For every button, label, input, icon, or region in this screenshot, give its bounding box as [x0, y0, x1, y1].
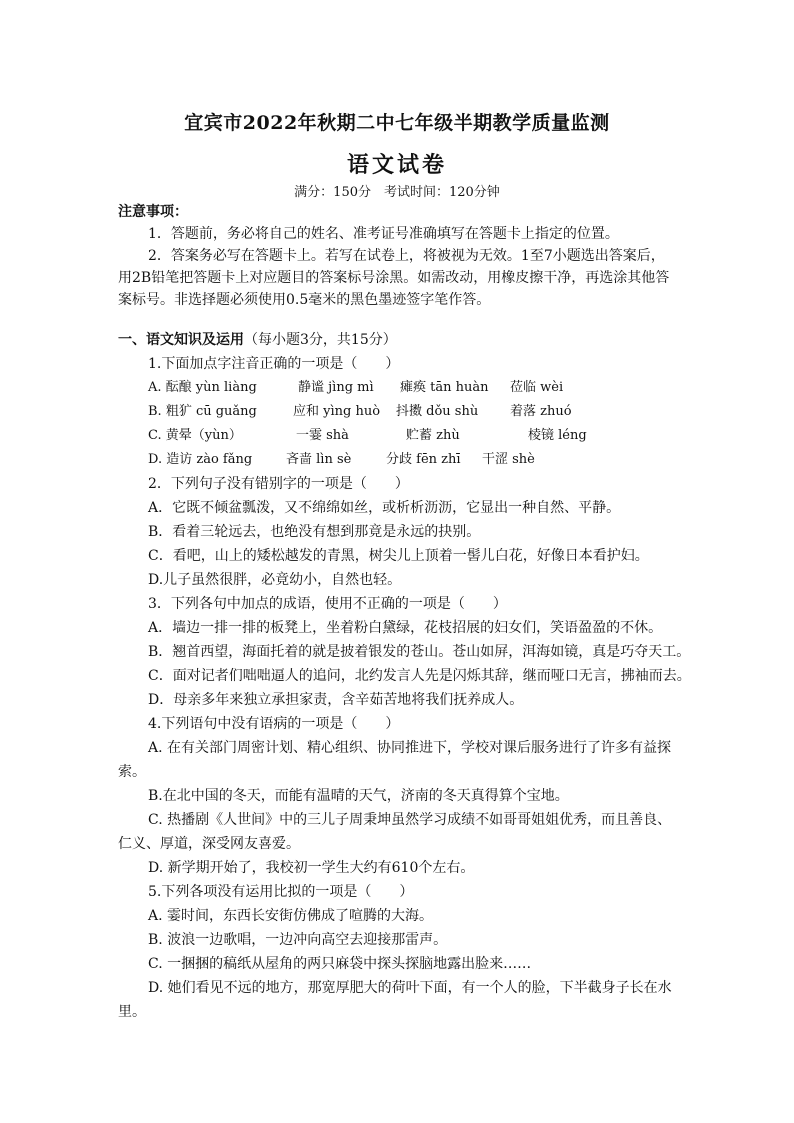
q1-c-word-3: 贮蓄 zhù	[406, 428, 460, 443]
question-3-option-a: A．墙边一排一排的板凳上，坐着粉白黛绿，花枝招展的妇女们，笑语盈盈的不休。	[148, 620, 663, 636]
question-2-option-a: A．它既不倾盆瓢泼，又不绵绵如丝，或析析沥沥，它显出一种自然、平静。	[148, 500, 621, 516]
question-3-option-d: D．母亲多年来独立承担家责，含辛茹苦地将我们抚养成人。	[148, 692, 524, 708]
note-item-1: 1．答题前，务必将自己的姓名、准考证号准确填写在答题卡上指定的位置。	[148, 226, 619, 242]
q1-c-word-2: 一霎 shà	[296, 428, 349, 443]
note-item-2-line-1: 2．答案务必写在答题卡上。若写在试卷上，将被视为无效。1至7小题选出答案后，	[148, 248, 665, 264]
note-item-2-line-3: 案标号。非选择题必须使用0.5毫米的黑色墨迹签字笔作答。	[118, 292, 491, 308]
question-4-option-c-line-1: C. 热播剧《人世间》中的三儿子周秉坤虽然学习成绩不如哥哥姐姐优秀，而且善良、	[148, 812, 672, 828]
exam-subject: 语文试卷	[346, 152, 447, 178]
question-4-option-d: D. 新学期开始了，我校初一学生大约有610个左右。	[148, 860, 475, 876]
q1-d-word-4: 干涩 shè	[482, 452, 535, 467]
question-5-option-c: C. 一捆捆的稿纸从屋角的两只麻袋中探头探脑地露出脸来……	[148, 956, 532, 972]
q1-a-word-3: 瘫痪 tān huàn	[400, 380, 489, 395]
q1-a-word-4: 莅临 wèi	[510, 380, 564, 395]
q1-d-word-2: 吝啬 lìn sè	[286, 452, 352, 467]
q1-d-word-3: 分歧 fēn zhī	[386, 452, 461, 467]
question-1-stem: 1.下面加点字注音正确的一项是（ ）	[148, 356, 400, 372]
q1-a-word-2: 静谧 jìng mì	[298, 380, 374, 395]
question-3-stem: 3．下列各句中加点的成语，使用不正确的一项是（ ）	[148, 596, 507, 612]
exam-meta: 满分：150分 考试时间：120分钟	[294, 185, 500, 200]
question-3-option-c: C．面对记者们咄咄逼人的追问，北约发言人先是闪烁其辞，继而哑口无言，拂袖而去。	[148, 668, 691, 684]
question-4-option-b: B.在北中国的冬天，而能有温晴的天气，济南的冬天真得算个宝地。	[148, 788, 569, 804]
exam-title: 宜宾市2022年秋期二中七年级半期教学质量监测	[184, 112, 610, 134]
q1-c-word-1: C. 黄晕（yùn）	[148, 428, 242, 443]
q1-b-word-1: B. 粗犷 cū guǎng	[148, 404, 257, 419]
question-5-option-d-line-2: 里。	[118, 1004, 146, 1020]
question-2-option-b: B．看着三轮远去，也绝没有想到那竟是永远的抉别。	[148, 524, 481, 540]
q1-a-word-1: A. 酝酿 yùn liàng	[148, 380, 257, 395]
question-4-stem: 4.下列语句中没有语病的一项是（ ）	[148, 716, 400, 732]
question-4-option-a-line-1: A. 在有关部门周密计划、精心组织、协同推进下，学校对课后服务进行了许多有益探	[148, 740, 672, 756]
question-4-option-a-line-2: 索。	[118, 764, 146, 780]
q1-b-word-4: 着落 zhuó	[510, 404, 572, 419]
question-2-stem: 2．下列句子没有错别字的一项是（ ）	[148, 476, 409, 492]
section-1-title: 一、语文知识及运用	[118, 332, 244, 348]
question-2-option-d: D.儿子虽然很胖，必竟幼小，自然也轻。	[148, 572, 402, 588]
q1-c-word-4: 棱镜 léng	[528, 428, 587, 443]
notes-heading: 注意事项：	[118, 204, 188, 220]
question-4-option-c-line-2: 仁义、厚道，深受网友喜爱。	[118, 836, 300, 852]
q1-b-word-2: 应和 yìng huò	[293, 404, 381, 419]
question-5-option-a: A. 霎时间，东西长安街仿佛成了喧腾的大海。	[148, 908, 434, 924]
question-3-option-b: B．翘首西望，海面托着的就是披着银发的苍山。苍山如屏，洱海如镜，真是巧夺天工。	[148, 644, 691, 660]
section-1-heading	[118, 330, 678, 350]
note-item-2-line-2: 用2B铅笔把答题卡上对应题目的答案标号涂黑。如需改动，用橡皮擦干净，再选涂其他答	[118, 270, 670, 286]
section-1-scoring: （每小题3分，共15分）	[244, 332, 397, 348]
question-5-option-d-line-1: D. 她们看见不远的地方，那宽厚肥大的荷叶下面，有一个人的脸，下半截身子长在水	[148, 980, 672, 996]
q1-d-word-1: D. 造访 zào fǎng	[148, 452, 253, 467]
q1-b-word-3: 抖擞 dǒu shù	[396, 404, 479, 419]
question-5-stem: 5.下列各项没有运用比拟的一项是（ ）	[148, 884, 414, 900]
question-5-option-b: B. 波浪一边歌唱，一边冲向高空去迎接那雷声。	[148, 932, 448, 948]
question-2-option-c: C．看吧，山上的矮松越发的青黑，树尖儿上顶着一髻儿白花，好像日本看护妇。	[148, 548, 649, 564]
